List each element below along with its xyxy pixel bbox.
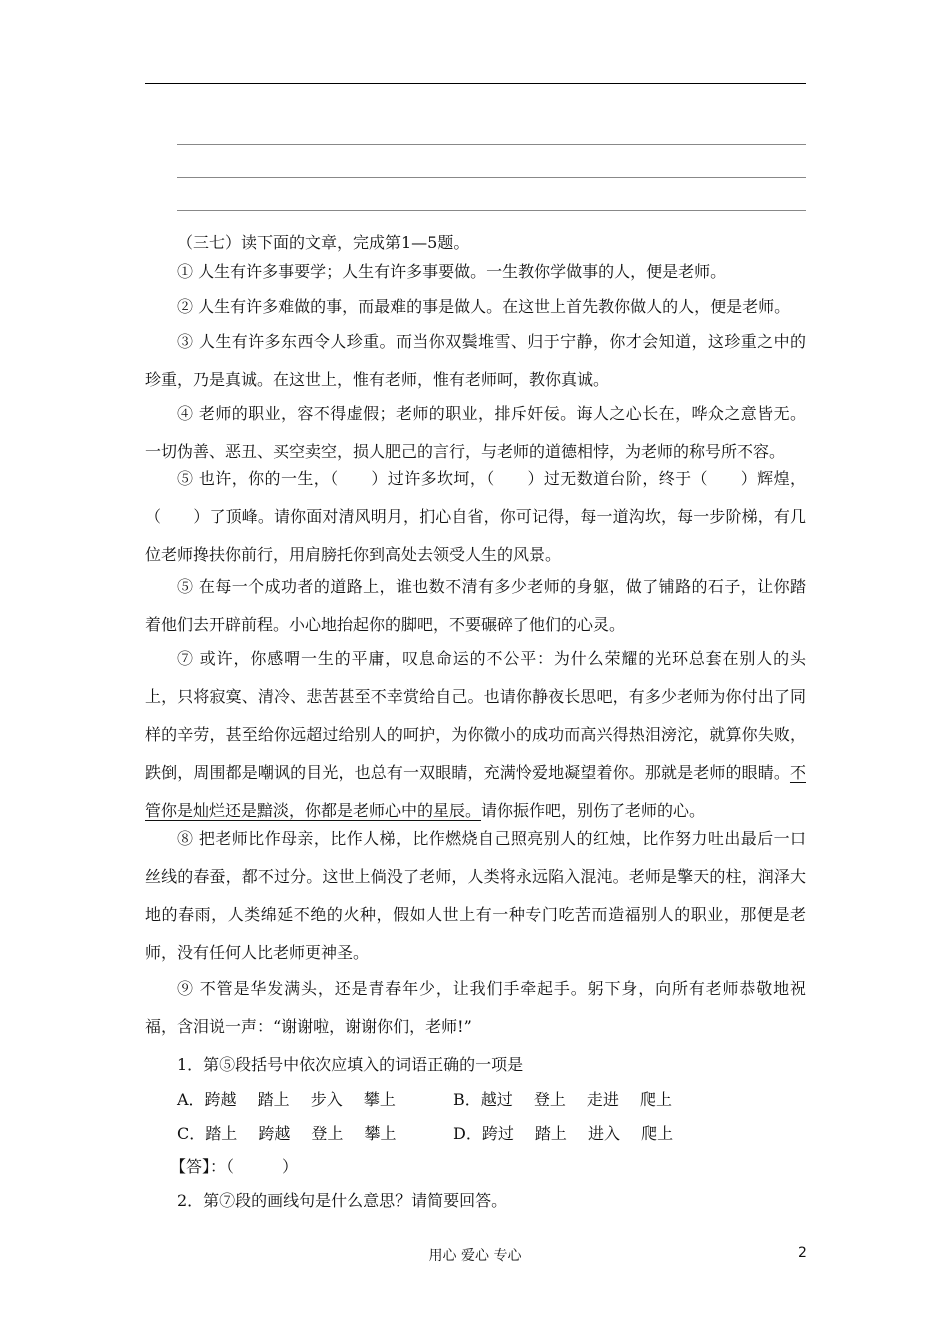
answer-line [177,177,806,178]
paragraph-7 [145,640,806,830]
option-c: C．踏上 跨越 登上 攀上 [177,1124,397,1143]
header-rule [145,83,806,84]
paragraph-2: ② 人生有许多难做的事，而最难的事是做人。在这世上首先教你做人的人，便是老师。 [177,297,791,316]
page-number: 2 [798,1245,807,1261]
paragraph-3: ③ 人生有许多东西令人珍重。而当你双鬓堆雪、归于宁静，你才会知道，这珍重之中的珍重，乃是真诚。在这世上，惟有老师，惟有老师呵，教你真诚。 [145,332,806,389]
paragraph-5: ⑤ 也许，你的一生，（ ）过许多坎坷，（ ）过无数道台阶，终于（ ）辉煌，（ ）了顶峰。请你面对清风明月，扪心自省，你可记得，每一道沟坎，每一步阶梯，有几位老师搀扶你前行，用肩膀托你到高处去领受人生的风景。 [145,469,806,564]
question-1-stem: 1．第⑤段括号中依次应填入的词语正确的一项是 [177,1055,524,1074]
paragraph-4: ④ 老师的职业，容不得虚假；老师的职业，排斥奸佞。诲人之心长在，哗众之意皆无。一切伪善、恶丑、买空卖空，损人肥己的言行，与老师的道德相悖，为老师的称号所不容。 [145,404,806,461]
option-b: B．越过 登上 走进 爬上 [453,1090,673,1109]
answer-label: 【答】：（ ） [170,1157,299,1176]
paragraph-1: ① 人生有许多事要学；人生有许多事要做。一生教你学做事的人，便是老师。 [177,262,727,281]
answer-line [177,210,806,211]
question-2-stem: 2．第⑦段的画线句是什么意思？请简要回答。 [177,1191,508,1210]
paragraph-9: ⑨ 不管是华发满头，还是青春年少，让我们手牵起手。躬下身，向所有老师恭敬地祝福，含泪说一声：“谢谢啦，谢谢你们，老师!” [145,979,806,1036]
option-d: D．跨过 踏上 进入 爬上 [453,1124,674,1143]
option-a: A．跨越 踏上 步入 攀上 [177,1090,396,1109]
paragraph-7-ending: 请你振作吧，别伤了老师的心。 [481,801,706,820]
paragraph-7-text: ⑦ 或许，你感喟一生的平庸，叹息命运的不公平：为什么荣耀的光环总套在别人的头上，只将寂寞、清冷、悲苦甚至不幸赏给自己。也请你静夜长思吧，有多少老师为你付出了同样的辛劳，甚至给你远超过给别人的呵护，为你微小的成功而高兴得热泪滂沱，就算你失败，跌倒，周围都是嘲讽的目光，也总有一双眼睛，充满怜爱地凝望着你。那就是老师的眼睛。 [145,649,806,782]
section-title: （三七）读下面的文章，完成第1—5题。 [177,233,470,252]
paragraph-8: ⑧ 把老师比作母亲，比作人梯，比作燃烧自己照亮别人的红烛，比作努力吐出最后一口丝线的春蚕，都不过分。这世上倘没了老师，人类将永远陷入混沌。老师是擎天的柱，润泽大地的春雨，人类绵延不绝的火种，假如人世上有一种专门吃苦而造福别人的职业，那便是老师，没有任何人比老师更神圣。 [145,829,806,962]
underlined-sentence: 不管你是灿烂还是黯淡，你都是老师心中的星辰。 [145,763,806,820]
footer-slogan: 用心 爱心 专心 [428,1248,522,1264]
answer-line [177,144,806,145]
paragraph-6: ⑤ 在每一个成功者的道路上，谁也数不清有多少老师的身躯，做了铺路的石子，让你踏着他们去开辟前程。小心地抬起你的脚吧，不要碾碎了他们的心灵。 [145,577,806,634]
